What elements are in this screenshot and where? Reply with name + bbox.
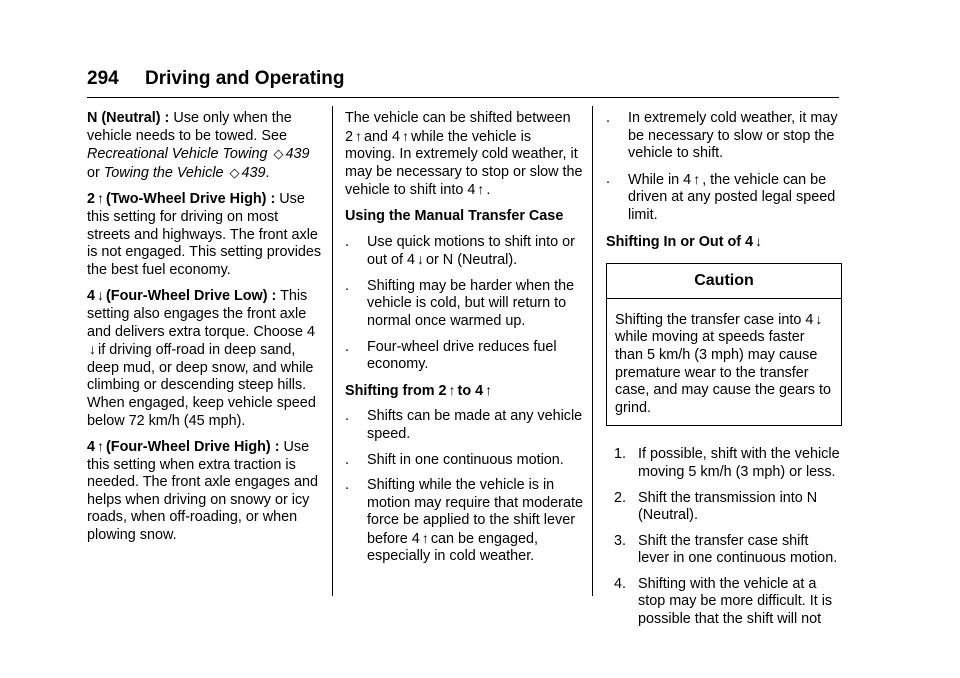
bullet-icon: . — [345, 233, 349, 250]
step-item — [606, 576, 842, 629]
shift-heading-text: to 4 — [457, 382, 484, 399]
list-item — [606, 171, 842, 225]
step-item — [606, 533, 842, 568]
step-number: 3. — [614, 532, 627, 549]
intro-text: and 4 — [364, 128, 401, 145]
list-item-text: can be engaged, especially in cold weather. — [367, 530, 539, 565]
low-arrow-icon: ↓ — [417, 251, 425, 268]
bullet-icon: . — [345, 477, 349, 494]
high-arrow-icon: ↑ — [97, 190, 105, 207]
list-item-text: Four-wheel drive reduces fuel economy. — [367, 338, 557, 373]
high-arrow-icon: ↑ — [693, 170, 701, 187]
caution-body — [607, 299, 841, 426]
high-arrow-icon: ↑ — [97, 438, 105, 455]
bullet-icon: . — [345, 408, 349, 425]
shift-list — [345, 408, 583, 566]
neutral-text: Use only when the vehicle needs to be towed. See — [87, 110, 292, 144]
low-arrow-icon: ↓ — [97, 287, 105, 304]
intro-paragraph — [345, 110, 583, 200]
two-high-paragraph — [87, 190, 325, 279]
bullet-icon: . — [345, 277, 349, 294]
or-text: or — [87, 164, 100, 181]
ref-page[interactable]: 439 — [285, 146, 310, 163]
page-ref-icon: ◇ — [229, 164, 240, 180]
header-rule — [87, 97, 839, 98]
list-item-text: Shifts can be made at any vehicle speed. — [367, 408, 583, 442]
step-text: Shifting with the vehicle at a stop may be more difficult. It is possible that the shift will not — [638, 575, 833, 628]
shift-heading — [345, 382, 583, 401]
caution-title: Caution — [607, 264, 841, 299]
four-high-paragraph — [87, 438, 325, 545]
low-arrow-icon: ↓ — [89, 341, 96, 358]
high-arrow-icon: ↑ — [421, 529, 429, 546]
four-low-paragraph — [87, 287, 325, 430]
intro-text: while the vehicle is moving. In extremely cold weather, it may be necessary to stop or slow the vehicle to shift into 4 — [345, 128, 583, 199]
step-text: Shift the transmission into N (Neutral). — [638, 489, 818, 524]
four-high-text: Use this setting when extra traction is needed. The front axle engages and helps when driving on snowy or icy roads, when off-roading, or when plowing snow. — [87, 439, 318, 544]
intro-text: . — [486, 182, 491, 199]
intro-text: The vehicle can be shifted between 2 — [345, 110, 571, 145]
four-low-text-a: This setting also engages the front axle and delivers extra torque. Choose 4 — [87, 288, 315, 340]
low-arrow-icon: ↓ — [815, 310, 823, 327]
section-title: Driving and Operating — [145, 68, 345, 89]
bullet-icon: . — [345, 451, 349, 468]
bullet-icon: . — [606, 110, 610, 126]
low-arrow-icon: ↓ — [755, 232, 763, 249]
heading-text: Shifting In or Out of 4 — [606, 233, 754, 250]
step-number: 2. — [614, 489, 627, 506]
list-item — [345, 339, 583, 374]
page-ref-icon: ◇ — [273, 146, 284, 162]
column-3 — [606, 110, 842, 637]
list-item — [345, 278, 583, 331]
four-low-num: 4 — [87, 288, 96, 305]
ref-link[interactable]: Recreational Vehicle Towing — [87, 146, 268, 163]
bullet-icon: . — [606, 170, 610, 187]
period: . — [265, 164, 270, 181]
neutral-label: N (Neutral) : — [87, 110, 170, 126]
shift-heading-text: Shifting from 2 — [345, 382, 447, 399]
step-text: Shift the transfer case shift lever in one continuous motion. — [638, 532, 838, 567]
list-item — [345, 234, 583, 270]
list-item-text: Use quick motions to shift into or out of 4 — [367, 233, 575, 269]
two-high-text: Use this setting for driving on most streets and highways. The front axle is not engaged. This setting provides the best fuel economy. — [87, 191, 322, 278]
manual-transfer-list — [345, 234, 583, 374]
shifting-in-out-heading — [606, 233, 842, 252]
column-2 — [345, 110, 583, 574]
list-item — [345, 408, 583, 443]
list-item-text: or N (Neutral). — [426, 252, 518, 269]
two-high-label: (Two-Wheel Drive High) : — [106, 191, 276, 208]
cold-weather-list — [606, 110, 842, 225]
caution-box — [606, 263, 842, 426]
list-item-text: Shift in one continuous motion. — [367, 451, 564, 468]
neutral-paragraph — [87, 110, 325, 182]
high-arrow-icon: ↑ — [448, 381, 456, 398]
list-item-text: Shifting may be harder when the vehicle is cold, but will return to normal once warmed up. — [367, 277, 575, 329]
column-1 — [87, 110, 325, 553]
step-number: 4. — [614, 575, 627, 592]
steps-list — [606, 446, 842, 628]
column-divider — [332, 106, 333, 596]
step-item — [606, 490, 842, 525]
list-item-text: Shifting while the vehicle is in motion may require that moderate force be applied to the shift lever before 4 — [367, 477, 583, 547]
list-item — [345, 477, 583, 566]
list-item — [345, 452, 583, 470]
high-arrow-icon: ↑ — [402, 127, 410, 144]
list-item — [606, 110, 842, 163]
two-high-num: 2 — [87, 191, 96, 208]
manual-transfer-heading: Using the Manual Transfer Case — [345, 207, 564, 224]
bullet-icon: . — [345, 338, 349, 355]
caution-text: while moving at speeds faster than 5 km/h (3 mph) may cause premature wear to the transfer case, and may cause the gears to grind. — [615, 329, 831, 416]
step-number: 1. — [614, 446, 627, 463]
high-arrow-icon: ↑ — [355, 127, 363, 144]
four-low-label: (Four-Wheel Drive Low) : — [106, 288, 277, 305]
list-item-text: In extremely cold weather, it may be necessary to slow or stop the vehicle to shift. — [628, 110, 838, 162]
four-high-num: 4 — [87, 439, 96, 456]
four-low-text-b: if driving off-road in deep sand, deep mud, or deep snow, and while climbing or descending steep hills. When engaged, keep vehicle speed below 72 km/h (45 mph). — [87, 342, 316, 429]
page-number: 294 — [87, 68, 119, 89]
page-header — [87, 68, 839, 100]
step-item — [606, 446, 842, 481]
step-text: If possible, shift with the vehicle moving 5 km/h (3 mph) or less. — [638, 446, 840, 480]
column-divider — [592, 106, 593, 596]
ref-link[interactable]: Towing the Vehicle — [103, 164, 224, 181]
four-high-label: (Four-Wheel Drive High) : — [106, 439, 280, 456]
high-arrow-icon: ↑ — [477, 181, 485, 198]
list-item-text: While in 4 — [628, 171, 692, 188]
high-arrow-icon: ↑ — [485, 381, 493, 398]
ref-page[interactable]: 439 — [241, 164, 266, 181]
caution-text: Shifting the transfer case into 4 — [615, 311, 814, 328]
list-item-text: , the vehicle can be driven at any posted legal speed limit. — [628, 171, 836, 223]
